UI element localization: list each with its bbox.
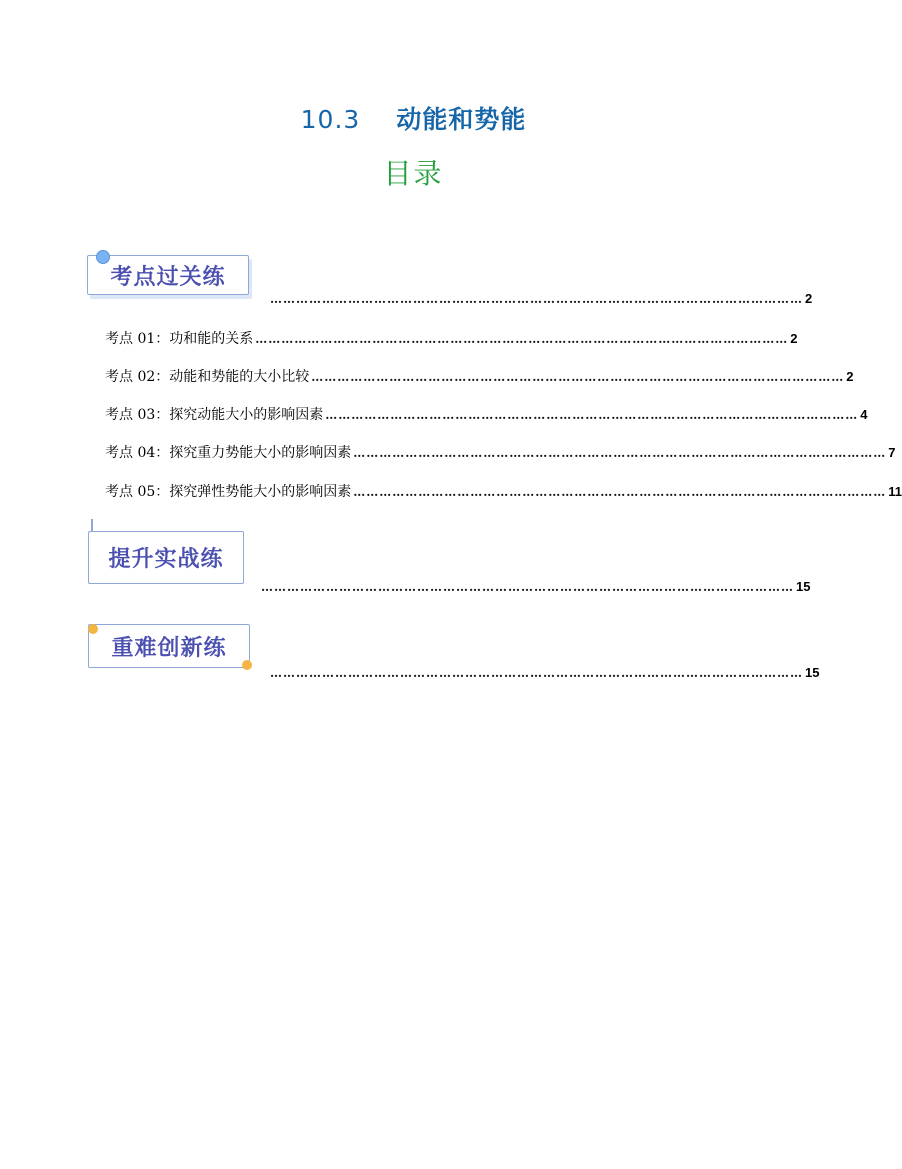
toc-item-label: 考点 01：功和能的关系	[105, 331, 254, 347]
dot-leader: ……………………………………………………………………………………………………………	[325, 408, 859, 422]
page-number: 7	[888, 445, 896, 460]
toc-item-1[interactable]	[105, 328, 798, 348]
badge-dot-icon	[96, 250, 110, 264]
dot-leader: ……………………………………………………………………………………………………………	[261, 580, 794, 594]
page-number: 15	[796, 579, 811, 594]
badge-corner-dot-icon	[242, 660, 252, 670]
dot-leader: ……………………………………………………………………………………………………………	[353, 446, 887, 460]
toc-section-line-2[interactable]	[259, 579, 811, 594]
page-number: 2	[805, 291, 813, 306]
toc-item-label: 考点 05：探究弹性势能大小的影响因素	[105, 484, 352, 500]
page-number: 11	[888, 484, 902, 499]
page-number: 2	[790, 331, 798, 346]
section-badge-label: 重难创新练	[111, 635, 227, 661]
toc-section-line-1[interactable]	[268, 291, 813, 306]
page-number: 15	[805, 665, 820, 680]
section-badge-label: 考点过关练	[110, 264, 226, 290]
dot-leader: ……………………………………………………………………………………………………………	[270, 666, 803, 680]
page-title	[0, 100, 827, 136]
toc-item-5[interactable]	[105, 481, 902, 501]
toc-item-4[interactable]	[105, 442, 896, 462]
dot-leader: ……………………………………………………………………………………………………………	[353, 485, 887, 499]
dot-leader: ……………………………………………………………………………………………………………	[255, 332, 789, 346]
toc-item-label: 考点 03：探究动能大小的影响因素	[105, 407, 324, 423]
toc-item-label: 考点 04：探究重力势能大小的影响因素	[105, 445, 352, 461]
section-badge-label: 提升实战练	[108, 547, 224, 572]
dot-leader: ……………………………………………………………………………………………………………	[311, 370, 845, 384]
section-badge-1[interactable]	[87, 255, 249, 295]
section-badge-3[interactable]	[88, 624, 250, 668]
toc-section-line-3[interactable]	[268, 665, 820, 680]
toc-item-3[interactable]	[105, 404, 868, 424]
title-text: 动能和势能	[396, 105, 527, 134]
badge-corner-dot-icon	[88, 624, 98, 634]
section-badge-2[interactable]	[88, 531, 244, 584]
page-number: 4	[860, 407, 868, 422]
toc-item-label: 考点 02：动能和势能的大小比较	[105, 369, 310, 385]
page-number: 2	[846, 369, 854, 384]
toc-heading: 目录	[383, 157, 444, 190]
toc-item-2[interactable]	[105, 366, 854, 386]
title-number: 10.3	[300, 105, 361, 134]
dot-leader: ……………………………………………………………………………………………………………	[270, 292, 803, 306]
